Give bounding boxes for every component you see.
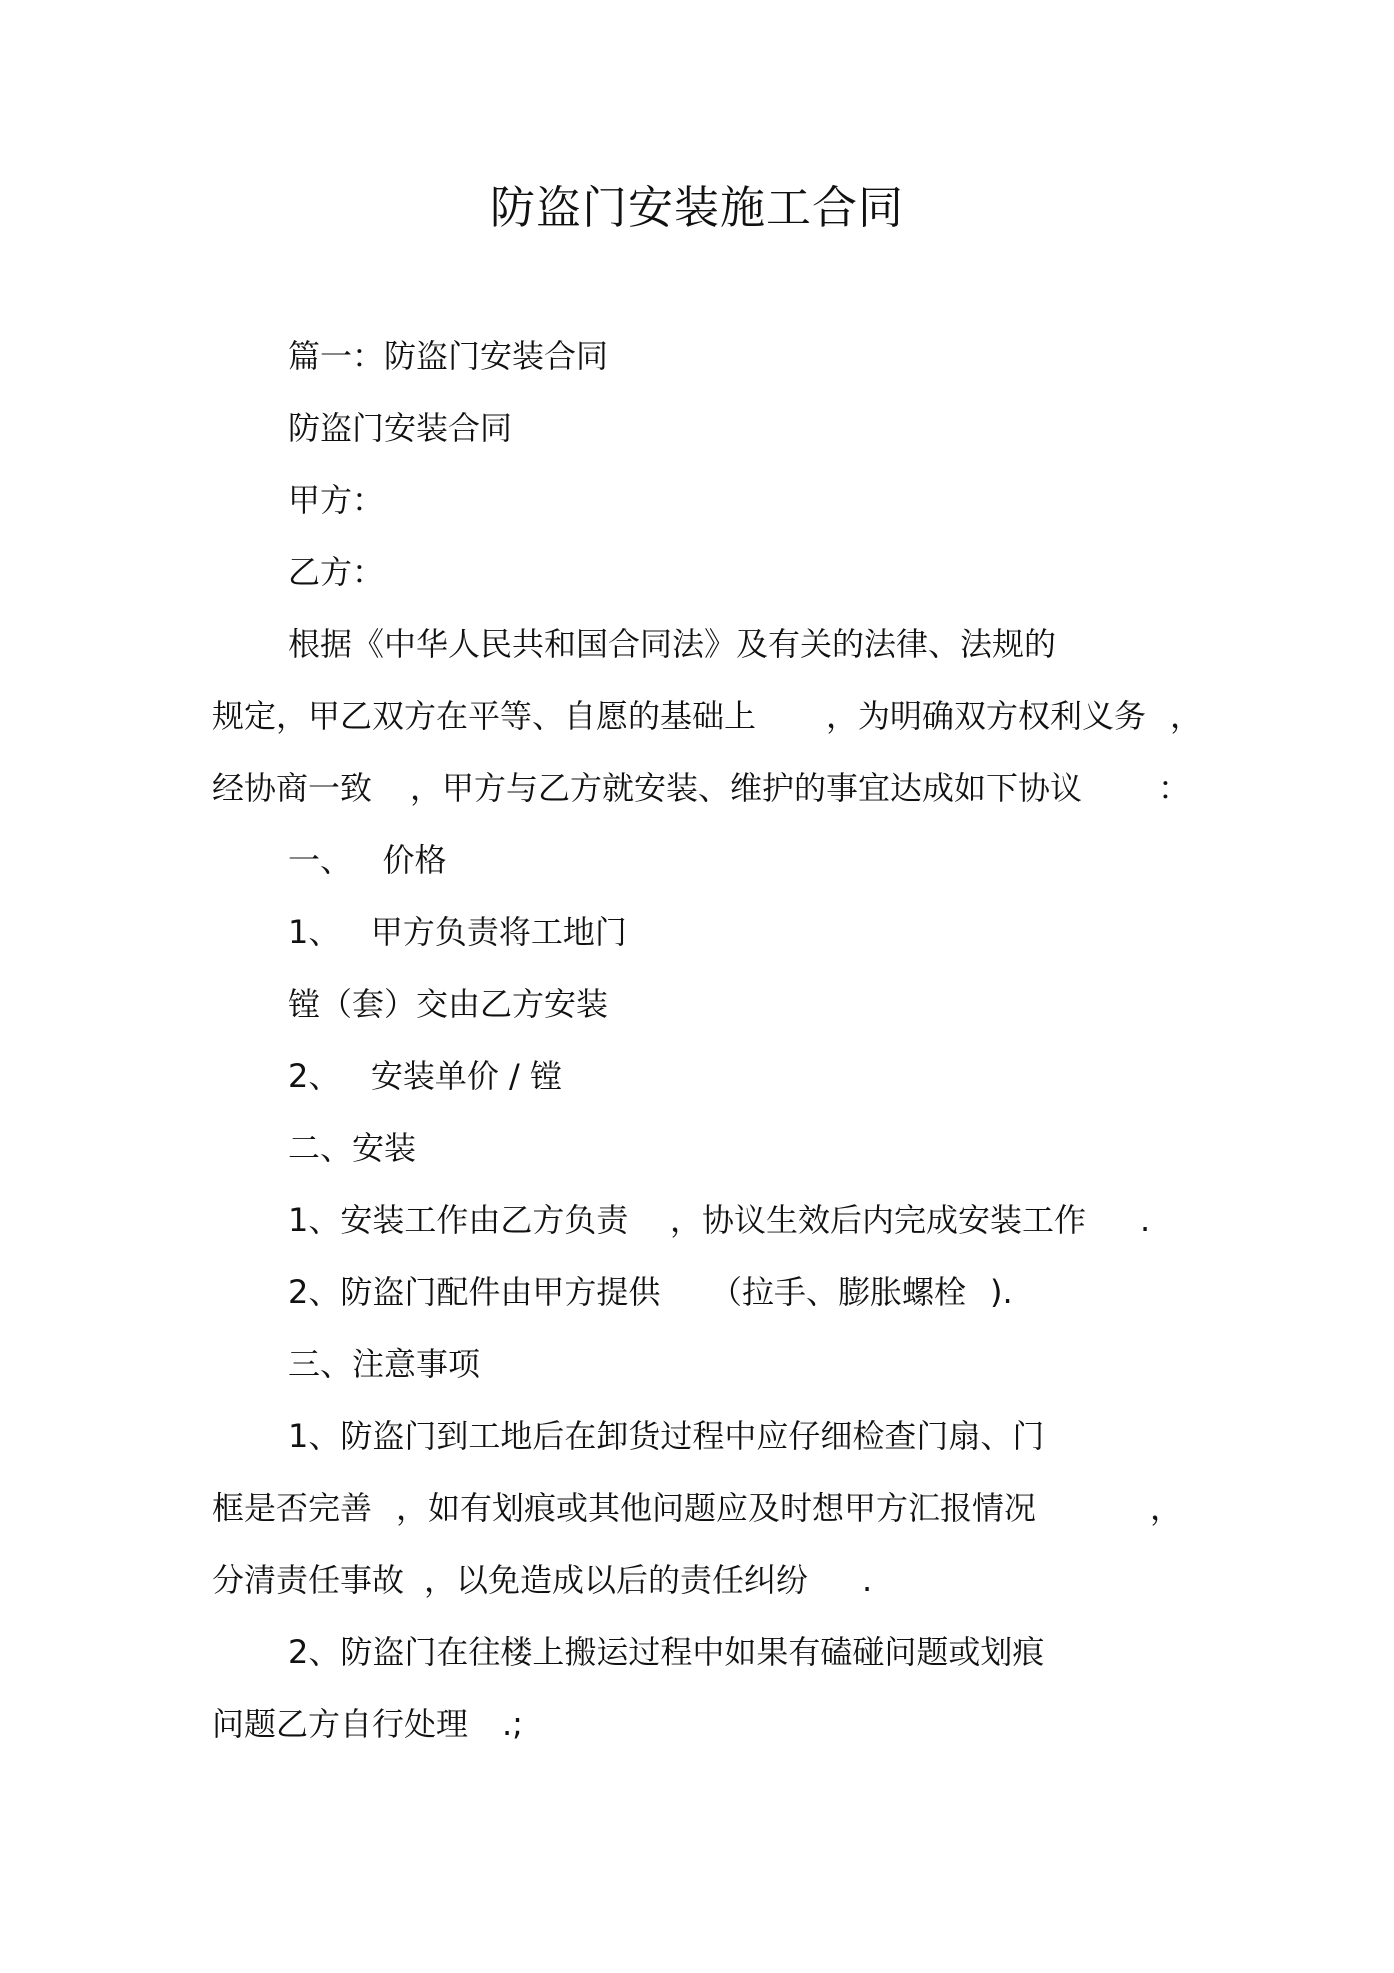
- clause-item: 2、 安装单价 / 镗: [288, 1057, 563, 1095]
- paragraph-line: 根据《中华人民共和国合同法》及有关的法律、法规的: [288, 625, 1057, 663]
- clause-heading: 二、安装: [288, 1129, 417, 1167]
- paragraph-line-segment: ：: [1158, 769, 1191, 807]
- paragraph-line-segment: ，: [1170, 697, 1203, 735]
- clause-item: 2、防盗门配件由甲方提供: [288, 1273, 661, 1311]
- paragraph-line-segment: ，甲方与乙方就安装、维护的事宜达成如下协议: [410, 769, 1083, 807]
- clause-item: 镗（套）交由乙方安装: [288, 985, 609, 1023]
- section-heading: 篇一：防盗门安装合同: [288, 337, 609, 375]
- paragraph-line: 经协商一致: [212, 769, 373, 807]
- clause-item-segment: .: [1140, 1201, 1151, 1239]
- clause-item-segment: ，协议生效后内完成安装工作: [670, 1201, 1087, 1239]
- clause-item-segment: ，: [1150, 1489, 1183, 1527]
- clause-item: 2、防盗门在往楼上搬运过程中如果有磕碰问题或划痕: [288, 1633, 1045, 1671]
- clause-item: 1、防盗门到工地后在卸货过程中应仔细检查门扇、门: [288, 1417, 1045, 1455]
- clause-heading: 一、 价格: [288, 841, 447, 879]
- clause-item-segment: .: [862, 1561, 873, 1599]
- clause-item-line: 框是否完善: [212, 1489, 373, 1527]
- clause-item-line: 问题乙方自行处理: [212, 1705, 469, 1743]
- clause-heading: 三、注意事项: [288, 1345, 481, 1383]
- clause-item-segment: .;: [502, 1705, 523, 1743]
- clause-item-line: 分清责任事故: [212, 1561, 405, 1599]
- contract-subtitle: 防盗门安装合同: [288, 409, 513, 447]
- clause-item-segment: ).: [990, 1273, 1013, 1311]
- paragraph-line-segment: ，为明确双方权利义务: [826, 697, 1147, 735]
- party-b-label: 乙方：: [288, 553, 385, 591]
- clause-item: 1、 甲方负责将工地门: [288, 913, 627, 951]
- clause-item-segment: ，以免造成以后的责任纠纷: [424, 1561, 809, 1599]
- clause-item: 1、安装工作由乙方负责: [288, 1201, 629, 1239]
- paragraph-line: 规定，甲乙双方在平等、自愿的基础上: [212, 697, 757, 735]
- clause-item-segment: ，如有划痕或其他问题应及时想甲方汇报情况: [396, 1489, 1037, 1527]
- party-a-label: 甲方：: [288, 481, 385, 519]
- document-title: 防盗门安装施工合同: [489, 181, 904, 234]
- clause-item-segment: （拉手、膨胀螺栓: [710, 1273, 967, 1311]
